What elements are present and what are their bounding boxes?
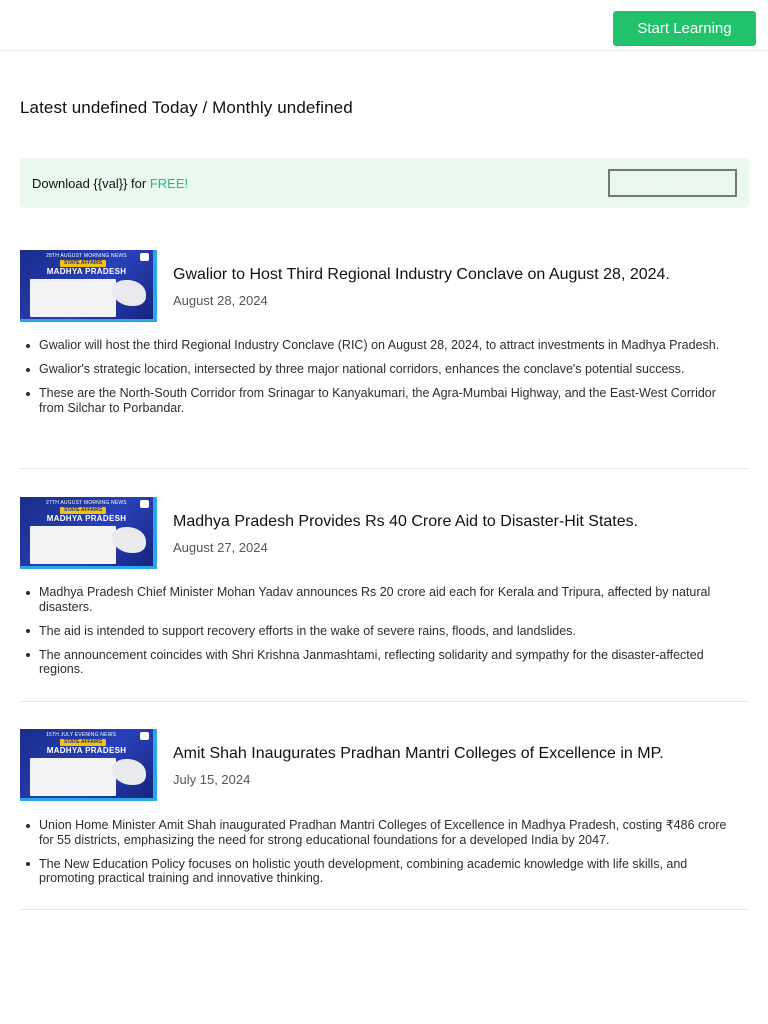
- thumbnail-state-label: MADHYA PRADESH: [46, 746, 127, 755]
- state-map-icon: [112, 280, 146, 306]
- news-article: [20, 497, 749, 702]
- news-article: [20, 250, 749, 469]
- download-banner-prefix: Download {{val}} for: [32, 176, 150, 191]
- article-title[interactable]: Madhya Pradesh Provides Rs 40 Crore Aid to Disaster-Hit States.: [173, 513, 639, 530]
- thumbnail-edge: [153, 497, 157, 569]
- download-news-button[interactable]: Download News: [608, 169, 737, 197]
- article-title[interactable]: Gwalior to Host Third Regional Industry Conclave on August 28, 2024.: [173, 266, 670, 283]
- page-title: Latest undefined Today / Monthly undefined: [20, 98, 353, 117]
- thumbnail-edge: [153, 729, 157, 801]
- thumbnail-photo: [30, 279, 116, 317]
- thumbnail-photo: [30, 758, 116, 796]
- news-article: [20, 729, 749, 910]
- thumbnail-edge: [153, 250, 157, 322]
- thumbnail-category-pill: STATE AFFAIRS: [60, 507, 106, 514]
- thumbnail-category-pill: STATE AFFAIRS: [60, 260, 106, 267]
- summary-point: The aid is intended to support recovery efforts in the wake of severe rains, floods, and landslides.: [20, 624, 735, 639]
- summary-point: The New Education Policy focuses on holistic youth development, combining academic knowledge with life skills, and promoting practical training and innovative thinking.: [20, 857, 735, 886]
- brand-logo-icon: [140, 253, 149, 261]
- article-date: July 15, 2024: [173, 772, 251, 787]
- thumbnail-date-text: 15TH JULY EVENING NEWS: [46, 732, 117, 738]
- thumbnail-category-pill: STATE AFFAIRS: [60, 739, 106, 746]
- download-banner: [20, 158, 749, 208]
- download-banner-text: [32, 176, 188, 191]
- state-map-icon: [112, 527, 146, 553]
- article-thumbnail[interactable]: [20, 497, 157, 569]
- article-date: August 28, 2024: [173, 293, 268, 308]
- thumbnail-date-text: 27TH AUGUST MORNING NEWS: [46, 500, 127, 506]
- article-title[interactable]: Amit Shah Inaugurates Pradhan Mantri Colleges of Excellence in MP.: [173, 745, 664, 762]
- article-summary-list: [20, 585, 735, 686]
- summary-point: Madhya Pradesh Chief Minister Mohan Yadav announces Rs 20 crore aid each for Kerala and Tripura, affected by natural disasters.: [20, 585, 735, 614]
- summary-point: The announcement coincides with Shri Krishna Janmashtami, reflecting solidarity and sympathy for the disaster-affected regions.: [20, 648, 735, 677]
- thumbnail-photo: [30, 526, 116, 564]
- thumbnail-edge-bottom: [20, 566, 157, 569]
- brand-logo-icon: [140, 500, 149, 508]
- article-summary-list: [20, 818, 735, 895]
- start-learning-button[interactable]: Start Learning: [613, 11, 756, 46]
- summary-point: Union Home Minister Amit Shah inaugurated Pradhan Mantri Colleges of Excellence in Madhya Pradesh, costing ₹486 crore for 55 districts, emphasizing the need for strong educational foundations for a developed India by 2047.: [20, 818, 735, 847]
- article-date: August 27, 2024: [173, 540, 268, 555]
- top-bar: [0, 0, 768, 51]
- thumbnail-edge-bottom: [20, 319, 157, 322]
- thumbnail-date-text: 28TH AUGUST MORNING NEWS: [46, 253, 127, 259]
- summary-point: These are the North-South Corridor from Srinagar to Kanyakumari, the Agra-Mumbai Highway, and the East-West Corridor from Silchar to Porbandar.: [20, 386, 735, 415]
- thumbnail-state-label: MADHYA PRADESH: [46, 514, 127, 523]
- summary-point: Gwalior will host the third Regional Industry Conclave (RIC) on August 28, 2024, to attract investments in Madhya Pradesh.: [20, 338, 735, 353]
- state-map-icon: [112, 759, 146, 785]
- article-thumbnail[interactable]: [20, 250, 157, 322]
- thumbnail-edge-bottom: [20, 798, 157, 801]
- summary-point: Gwalior's strategic location, intersected by three major national corridors, enhances the conclave's potential success.: [20, 362, 735, 377]
- download-banner-free: FREE!: [149, 176, 189, 191]
- brand-logo-icon: [140, 732, 149, 740]
- article-thumbnail[interactable]: [20, 729, 157, 801]
- article-summary-list: [20, 338, 735, 425]
- thumbnail-state-label: MADHYA PRADESH: [46, 267, 127, 276]
